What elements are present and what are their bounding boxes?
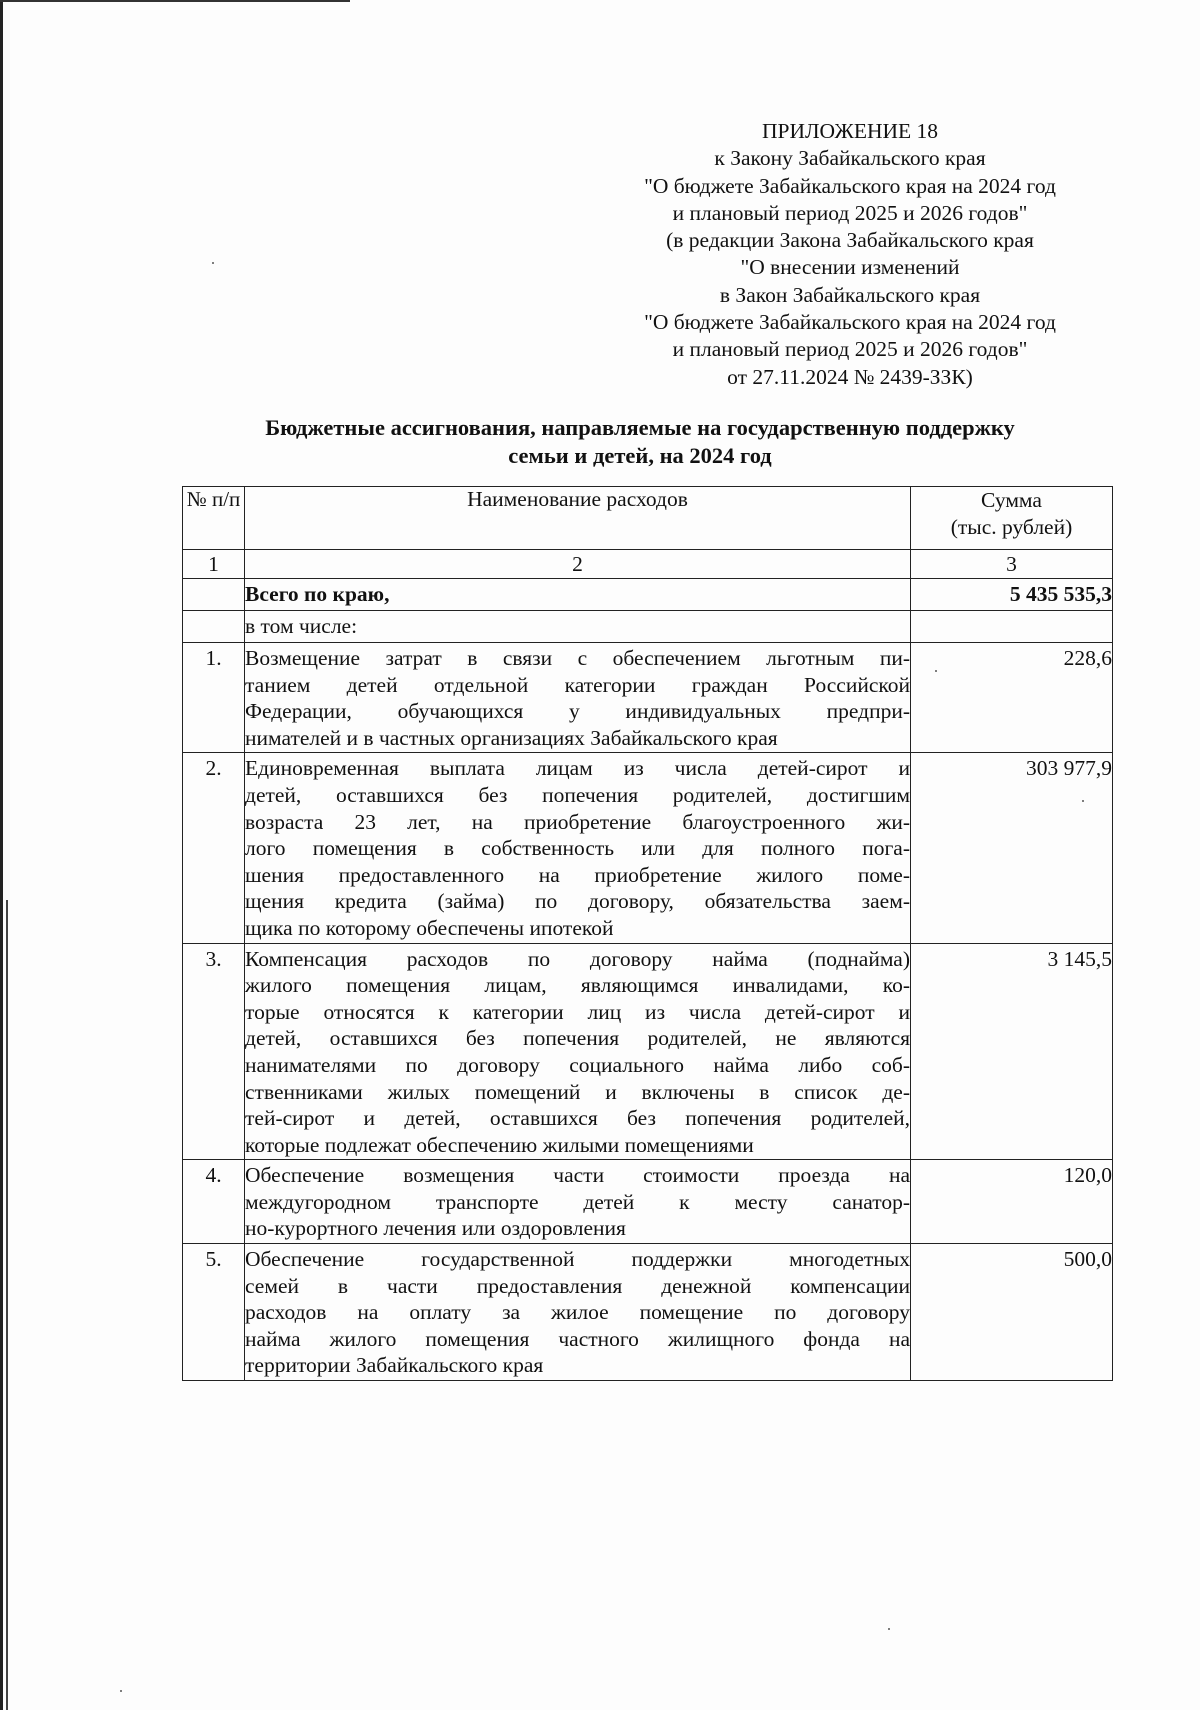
column-index-2: 2 (245, 550, 911, 579)
description-line: тей-сирот и детей, оставшихся без попечения родителей, (245, 1106, 910, 1131)
including-label: в том числе: (245, 611, 911, 643)
description-line: танием детей отдельной категории граждан Российской (245, 672, 910, 697)
description-line: которые подлежат обеспечению жилыми помещениями (245, 1132, 754, 1157)
table-row (183, 643, 1113, 753)
description-line: территории Забайкальского края (245, 1353, 544, 1378)
row-description (245, 1244, 911, 1381)
description-line: жилого помещения лицам, являющимся инвалидами, ко- (245, 973, 910, 998)
description-line: детей, оставшихся без попечения родителей, не являются (245, 1026, 910, 1051)
appendix-line: к Закону Забайкальского края (714, 146, 986, 171)
description-line: найма жилого помещения частного жилищного фонда на (245, 1326, 910, 1351)
description-line: Единовременная выплата лицам из числа детей-сирот и (245, 756, 910, 781)
row-number: 4. (183, 1160, 245, 1244)
description-line: Компенсация расходов по договору найма (поднайма) (245, 946, 910, 971)
row-number: 5. (183, 1244, 245, 1381)
description-line: междугородном транспорте детей к месту санатор- (245, 1189, 910, 1214)
table-row (183, 1244, 1113, 1381)
description-line: шения предоставленного на приобретение жилого поме- (245, 862, 910, 887)
description-line: щика по которому обеспечены ипотекой (245, 915, 614, 940)
row-number: 2. (183, 753, 245, 943)
description-line: ственниками жилых помещений и включены в список де- (245, 1079, 910, 1104)
scan-edge-top (0, 0, 350, 2)
description-line: Возмещение затрат в связи с обеспечением льготным пи- (245, 646, 910, 670)
total-row (183, 579, 1113, 611)
appendix-line: от 27.11.2024 № 2439-ЗЗК) (727, 364, 973, 389)
description-line: щения кредита (займа) по договору, обязательства заем- (245, 889, 910, 914)
description-line: семей в части предоставления денежной компенсации (245, 1273, 910, 1298)
title-line: семьи и детей, на 2024 год (508, 443, 772, 468)
row-sum: 500,0 (911, 1244, 1113, 1381)
including-row (183, 611, 1113, 643)
budget-table (182, 486, 1113, 1381)
table-row (183, 753, 1113, 943)
row-sum: 228,6 (911, 643, 1113, 753)
description-line: Федерации, обучающихся у индивидуальных предпри- (245, 699, 910, 724)
description-line: торые относятся к категории лиц из числа детей-сирот и (245, 999, 910, 1024)
scan-speck (120, 1690, 122, 1692)
description-line: нимателей и в частных организациях Забайкальского края (245, 725, 778, 750)
appendix-line: "О бюджете Забайкальского края на 2024 год (644, 310, 1056, 335)
description-line: лого помещения в собственность или для полного пога- (245, 836, 910, 861)
total-num-cell (183, 579, 245, 611)
description-line: но-курортного лечения или оздоровления (245, 1216, 626, 1241)
appendix-line: "О внесении изменений (740, 255, 960, 280)
row-sum: 3 145,5 (911, 943, 1113, 1160)
including-num-cell (183, 611, 245, 643)
appendix-line: "О бюджете Забайкальского края на 2024 год (644, 173, 1056, 198)
column-index-1: 1 (183, 550, 245, 579)
column-index-3: 3 (911, 550, 1113, 579)
table-body-rows (183, 643, 1113, 1381)
row-description (245, 643, 911, 753)
appendix-line: и плановый период 2025 и 2026 годов" (672, 337, 1028, 362)
description-line: возраста 23 лет, на приобретение благоустроенного жи- (245, 809, 910, 834)
description-line: нанимателями по договору социального найма либо соб- (245, 1052, 910, 1077)
row-description (245, 943, 911, 1160)
row-number: 3. (183, 943, 245, 1160)
scan-speck (212, 262, 214, 264)
scan-speck (888, 1628, 890, 1630)
column-index-row (183, 550, 1113, 579)
description-line: Обеспечение государственной поддержки многодетных (245, 1247, 910, 1272)
total-sum: 5 435 535,3 (911, 579, 1113, 611)
scan-edge-left-inner (6, 900, 8, 1710)
table-row (183, 943, 1113, 1160)
document-title (180, 414, 1100, 470)
appendix-line: в Закон Забайкальского края (719, 282, 981, 307)
row-description (245, 1160, 911, 1244)
header-sum (911, 487, 1113, 550)
appendix-header (600, 118, 1100, 391)
total-label: Всего по краю, (245, 579, 911, 611)
row-number: 1. (183, 643, 245, 753)
table-row (183, 1160, 1113, 1244)
appendix-line: (в редакции Закона Забайкальского края (666, 228, 1034, 253)
title-line: Бюджетные ассигнования, направляемые на государственную поддержку (265, 415, 1015, 440)
description-line: детей, оставшихся без попечения родителей, достигшим (245, 782, 910, 807)
header-sum-line1: Сумма (981, 488, 1042, 512)
row-sum: 303 977,9 (911, 753, 1113, 943)
table-header-row (183, 487, 1113, 550)
header-num: № п/п (183, 487, 245, 550)
header-sum-line2: (тыс. рублей) (950, 515, 1073, 539)
appendix-line: и плановый период 2025 и 2026 годов" (672, 200, 1028, 225)
including-sum-cell (911, 611, 1113, 643)
appendix-line: ПРИЛОЖЕНИЕ 18 (761, 119, 939, 143)
description-line: расходов на оплату за жилое помещение по договору (245, 1300, 910, 1325)
row-sum: 120,0 (911, 1160, 1113, 1244)
scan-edge-left (0, 0, 3, 1710)
header-name: Наименование расходов (245, 487, 911, 550)
row-description (245, 753, 911, 943)
description-line: Обеспечение возмещения части стоимости проезда на (245, 1163, 910, 1188)
